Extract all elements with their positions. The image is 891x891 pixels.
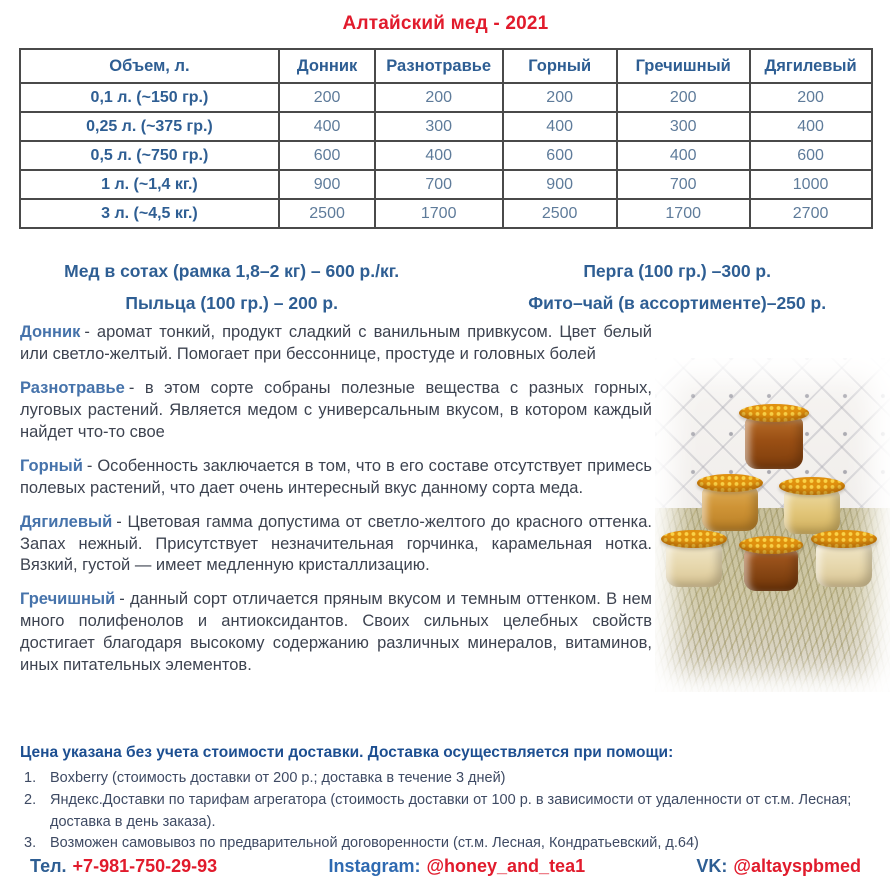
price-cell: 600 [279,141,374,170]
variety-text: - в этом сорте собраны полезные вещества с разных горных, луговых растений. Является медом с универсальным вкусом, в котором каждый найдет что-то свое [20,378,652,441]
price-cell: 400 [503,112,617,141]
table-row [20,141,872,170]
volume-cell: 0,5 л. (~750 гр.) [20,141,280,170]
price-line-perga: Перга (100 гр.) –300 р. [583,261,771,281]
phone-label: Тел. [30,856,67,876]
price-cell: 900 [503,170,617,199]
price-cell: 2500 [503,199,617,228]
vk-contact [696,856,861,877]
delivery-info [20,744,870,855]
honey-jar-top [739,404,809,469]
variety-text: - Цветовая гамма допустима от светло-желтого до красного оттенка. Запах нежный. Присутствует незначительная горчинка, карамельная нотка. Вязкий, густой — имеет медленную кристаллизацию. [20,512,652,575]
instagram-contact [328,856,585,877]
delivery-options-list [20,768,870,855]
price-cell: 600 [750,141,872,170]
honey-jar-middle-right [779,477,845,534]
price-cell: 2700 [750,199,872,228]
table-header-row [20,49,872,83]
col-header-grechishny: Гречишный [617,49,750,83]
variety-text: - Особенность заключается в том, что в его составе отсутствует примесь полевых растений, что дает очень интересный вкус данному сорта меда. [20,456,652,497]
delivery-option-yandex: Яндекс.Доставки по тарифам агрегатора (стоимость доставки от 100 р. в зависимости от удаленности от ст.м. Лесная; доставка в день заказа). [50,791,852,830]
price-table [19,48,873,229]
price-cell: 200 [279,83,374,112]
variety-text: - аромат тонкий, продукт сладкий с ванильным привкусом. Цвет белый или светло-желтый. Помогает при бессоннице, простуде и головных болей [20,323,652,363]
variety-name: Донник [20,323,81,341]
volume-cell: 3 л. (~4,5 кг.) [20,199,280,228]
variety-name: Горный [20,456,83,475]
col-header-volume: Объем, л. [20,49,280,83]
description-donnik [20,322,652,366]
description-dyagilevy [20,512,652,578]
variety-name: Разнотравье [20,378,125,397]
extra-prices [0,255,891,320]
price-cell: 700 [375,170,503,199]
price-cell: 200 [375,83,503,112]
price-cell: 400 [375,141,503,170]
variety-name: Дягилевый [20,512,113,531]
price-cell: 400 [750,112,872,141]
price-cell: 1700 [375,199,503,228]
honey-jar-bottom-right [811,530,877,587]
price-cell: 400 [617,141,750,170]
price-line-pollen: Пыльца (100 гр.) – 200 р. [125,293,338,314]
instagram-handle: @honey_and_tea1 [426,856,586,876]
page-title: Алтайский мед - 2021 [342,13,549,34]
col-header-gorny: Горный [503,49,617,83]
price-cell: 200 [750,83,872,112]
honey-jars-photo [655,358,890,692]
description-gorny [20,456,652,500]
volume-cell: 0,25 л. (~375 гр.) [20,112,280,141]
price-cell: 2500 [279,199,374,228]
col-header-raznotravye: Разнотравье [375,49,503,83]
variety-descriptions [20,322,652,689]
honey-jar-bottom-center [739,536,803,591]
phone-number: +7-981-750-29-93 [72,856,218,876]
price-cell: 300 [375,112,503,141]
contacts-bar [0,856,891,877]
delivery-heading: Цена указана без учета стоимости доставки. Доставка осуществляется при помощи: [20,744,674,761]
price-cell: 200 [617,83,750,112]
price-cell: 600 [503,141,617,170]
price-cell: 300 [617,112,750,141]
price-line-honeycomb: Мед в сотах (рамка 1,8–2 кг) – 600 р./кг. [64,261,400,281]
price-cell: 200 [503,83,617,112]
table-row [20,170,872,199]
price-cell: 1000 [750,170,872,199]
volume-cell: 0,1 л. (~150 гр.) [20,83,280,112]
description-grechishny [20,589,652,677]
vk-handle: @altayspbmed [733,856,861,876]
price-cell: 1700 [617,199,750,228]
price-cell: 900 [279,170,374,199]
instagram-label: Instagram: [328,856,421,876]
col-header-donnik: Донник [279,49,374,83]
table-row [20,112,872,141]
col-header-dyagilevy: Дягилевый [750,49,872,83]
volume-cell: 1 л. (~1,4 кг.) [20,170,280,199]
description-raznotravye [20,378,652,444]
price-cell: 700 [617,170,750,199]
delivery-option-boxberry: Boxberry (стоимость доставки от 200 р.; доставка в течение 3 дней) [50,770,506,786]
delivery-option-pickup: Возможен самовывоз по предварительной договоренности (ст.м. Лесная, Кондратьевский, д.64) [50,835,699,852]
vk-label: VK: [696,856,728,876]
honey-jar-bottom-left [661,530,727,587]
honey-jar-middle-left [697,474,763,531]
phone-contact [30,856,217,877]
table-row [20,199,872,228]
variety-name: Гречишный [20,590,116,609]
price-cell: 400 [279,112,374,141]
price-line-tea: Фито–чай (в ассортименте)–250 р. [528,293,827,314]
variety-text: - данный сорт отличается пряным вкусом и темным оттенком. В нем много полифенолов и антиоксидантов. Своих сильных целебных свойств достигает благодаря высокому содержанию различных минералов, витаминов, иных питательных элементов. [20,590,652,675]
table-row [20,83,872,112]
